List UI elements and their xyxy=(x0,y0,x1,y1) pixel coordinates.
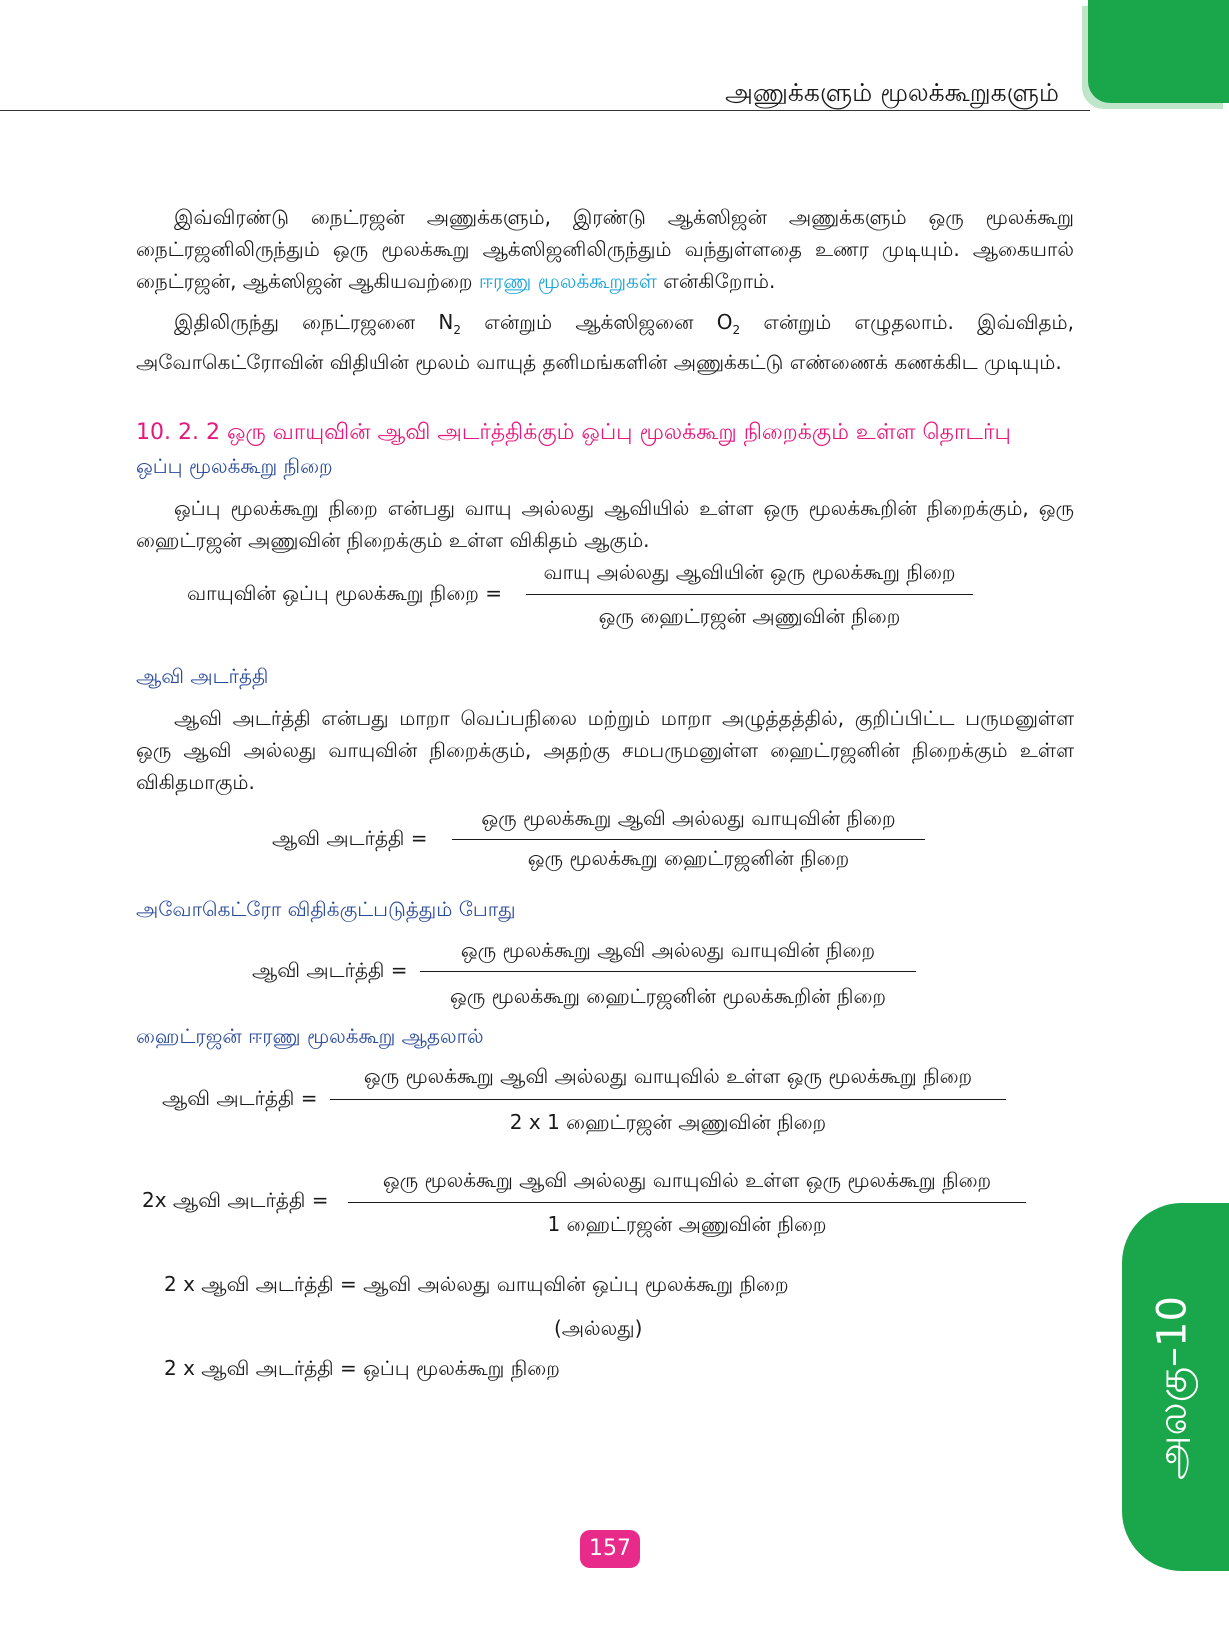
eq5-numerator: ஒரு மூலக்கூறு ஆவி அல்லது வாயுவில் உள்ள ஒரு மூலக்கூறு நிறை xyxy=(382,1168,992,1192)
subscript-2: 2 xyxy=(453,323,462,337)
eq4-label: ஆவி அடர்த்தி = xyxy=(162,1086,318,1110)
eq2-label: ஆவி அடர்த்தி = xyxy=(272,826,428,850)
paragraph-formula-notation xyxy=(136,306,1074,378)
eq4-fraction-bar xyxy=(330,1099,1006,1100)
paragraph-relative-mass: ஒப்பு மூலக்கூறு நிறை என்பது வாயு அல்லது ஆவியில் உள்ள ஒரு மூலக்கூறின் நிறைக்கும், ஒரு ஹைட்ரஜன் அணுவின் நிறைக்கும் உள்ள விகிதம் ஆகும். xyxy=(136,496,1074,552)
eq4-numerator: ஒரு மூலக்கூறு ஆவி அல்லது வாயுவில் உள்ள ஒரு மூலக்கூறு நிறை xyxy=(363,1064,973,1088)
header-divider xyxy=(0,110,1090,111)
subheading-diatomic-hydrogen: ஹைட்ரஜன் ஈரணு மூலக்கூறு ஆதலால் xyxy=(136,1024,484,1048)
eq1-label: வாயுவின் ஒப்பு மூலக்கூறு நிறை = xyxy=(187,581,503,605)
top-green-tab xyxy=(1088,0,1229,103)
highlight-term: ஈரணு மூலக்கூறுகள் xyxy=(478,269,657,293)
paragraph-text: இவ்விரண்டு நைட்ரஜன் அணுக்களும், இரண்டு ஆக்ஸிஜன் அணுக்களும் ஒரு மூலக்கூறு நைட்ரஜனிலிருந்தும் ஒரு மூலக்கூறு ஆக்ஸிஜனிலிருந்தும் வந்துள்ளதை உணர முடியும். ஆகையால் நைட்ரஜன், ஆக்ஸிஜன் ஆகியவற்றை xyxy=(136,205,1074,293)
eq2-denominator: ஒரு மூலக்கூறு ஹைட்ரஜனின் நிறை xyxy=(527,846,850,870)
paragraph-vapour-density: ஆவி அடர்த்தி என்பது மாறா வெப்பநிலை மற்றும் மாறா அழுத்தத்தில், குறிப்பிட்ட பருமனுள்ள ஒரு ஆவி அல்லது வாயுவின் நிறைக்கும், அதற்கு சமபருமனுள்ள ஹைட்ரஜனின் நிறைக்கும் உள்ள விகிதமாகும். xyxy=(136,706,1074,794)
page-number-badge: 157 xyxy=(580,1530,640,1568)
eq3-fraction-bar xyxy=(420,971,916,972)
subscript-2: 2 xyxy=(732,323,741,337)
result-equation-2: 2 x ஆவி அடர்த்தி = ஒப்பு மூலக்கூறு நிறை xyxy=(164,1356,560,1380)
para2-part2: என்றும் ஆக்ஸிஜனை O xyxy=(461,310,733,334)
eq1-numerator: வாயு அல்லது ஆவியின் ஒரு மூலக்கூறு நிறை xyxy=(543,560,956,584)
eq3-numerator: ஒரு மூலக்கூறு ஆவி அல்லது வாயுவின் நிறை xyxy=(460,938,876,962)
chapter-header-title: அணுக்களும் மூலக்கூறுகளும் xyxy=(725,78,1059,107)
unit-label: அலகு–10 xyxy=(1149,1296,1196,1480)
eq5-denominator: 1 ஹைட்ரஜன் அணுவின் நிறை xyxy=(547,1212,827,1236)
result-equation-1: 2 x ஆவி அடர்த்தி = ஆவி அல்லது வாயுவின் ஒப்பு மூலக்கூறு நிறை xyxy=(164,1272,789,1296)
section-heading: 10. 2. 2 ஒரு வாயுவின் ஆவி அடர்த்திக்கும் ஒப்பு மூலக்கூறு நிறைக்கும் உள்ள தொடர்பு xyxy=(136,420,1011,445)
eq2-numerator: ஒரு மூலக்கூறு ஆவி அல்லது வாயுவின் நிறை xyxy=(481,806,896,830)
paragraph-diatomic xyxy=(136,201,1074,297)
eq1-denominator: ஒரு ஹைட்ரஜன் அணுவின் நிறை xyxy=(598,604,901,628)
eq4-denominator: 2 x 1 ஹைட்ரஜன் அணுவின் நிறை xyxy=(509,1110,827,1134)
eq5-fraction-bar xyxy=(348,1202,1026,1203)
eq5-label: 2x ஆவி அடர்த்தி = xyxy=(142,1188,329,1212)
paragraph-text-end: என்கிறோம். xyxy=(656,269,776,293)
eq3-denominator: ஒரு மூலக்கூறு ஹைட்ரஜனின் மூலக்கூறின் நிறை xyxy=(449,984,887,1008)
subheading-relative-mass: ஒப்பு மூலக்கூறு நிறை xyxy=(136,454,333,478)
eq2-fraction-bar xyxy=(452,839,925,840)
subheading-vapour-density: ஆவி அடர்த்தி xyxy=(136,664,269,688)
or-text: (அல்லது) xyxy=(554,1316,643,1340)
subheading-avogadro: அவோகெட்ரோ விதிக்குட்படுத்தும் போது xyxy=(136,897,516,921)
eq3-label: ஆவி அடர்த்தி = xyxy=(252,958,408,982)
para2-part3: என்றும் எழுதலாம். இவ்விதம், அவோகெட்ரோவின் விதியின் மூலம் வாயுத் தனிமங்களின் அணுக்கட்டு எண்ணைக் கணக்கிட முடியும். xyxy=(136,310,1074,374)
eq1-fraction-bar xyxy=(526,594,973,595)
para2-part1: இதிலிருந்து நைட்ரஜனை N xyxy=(174,310,454,334)
